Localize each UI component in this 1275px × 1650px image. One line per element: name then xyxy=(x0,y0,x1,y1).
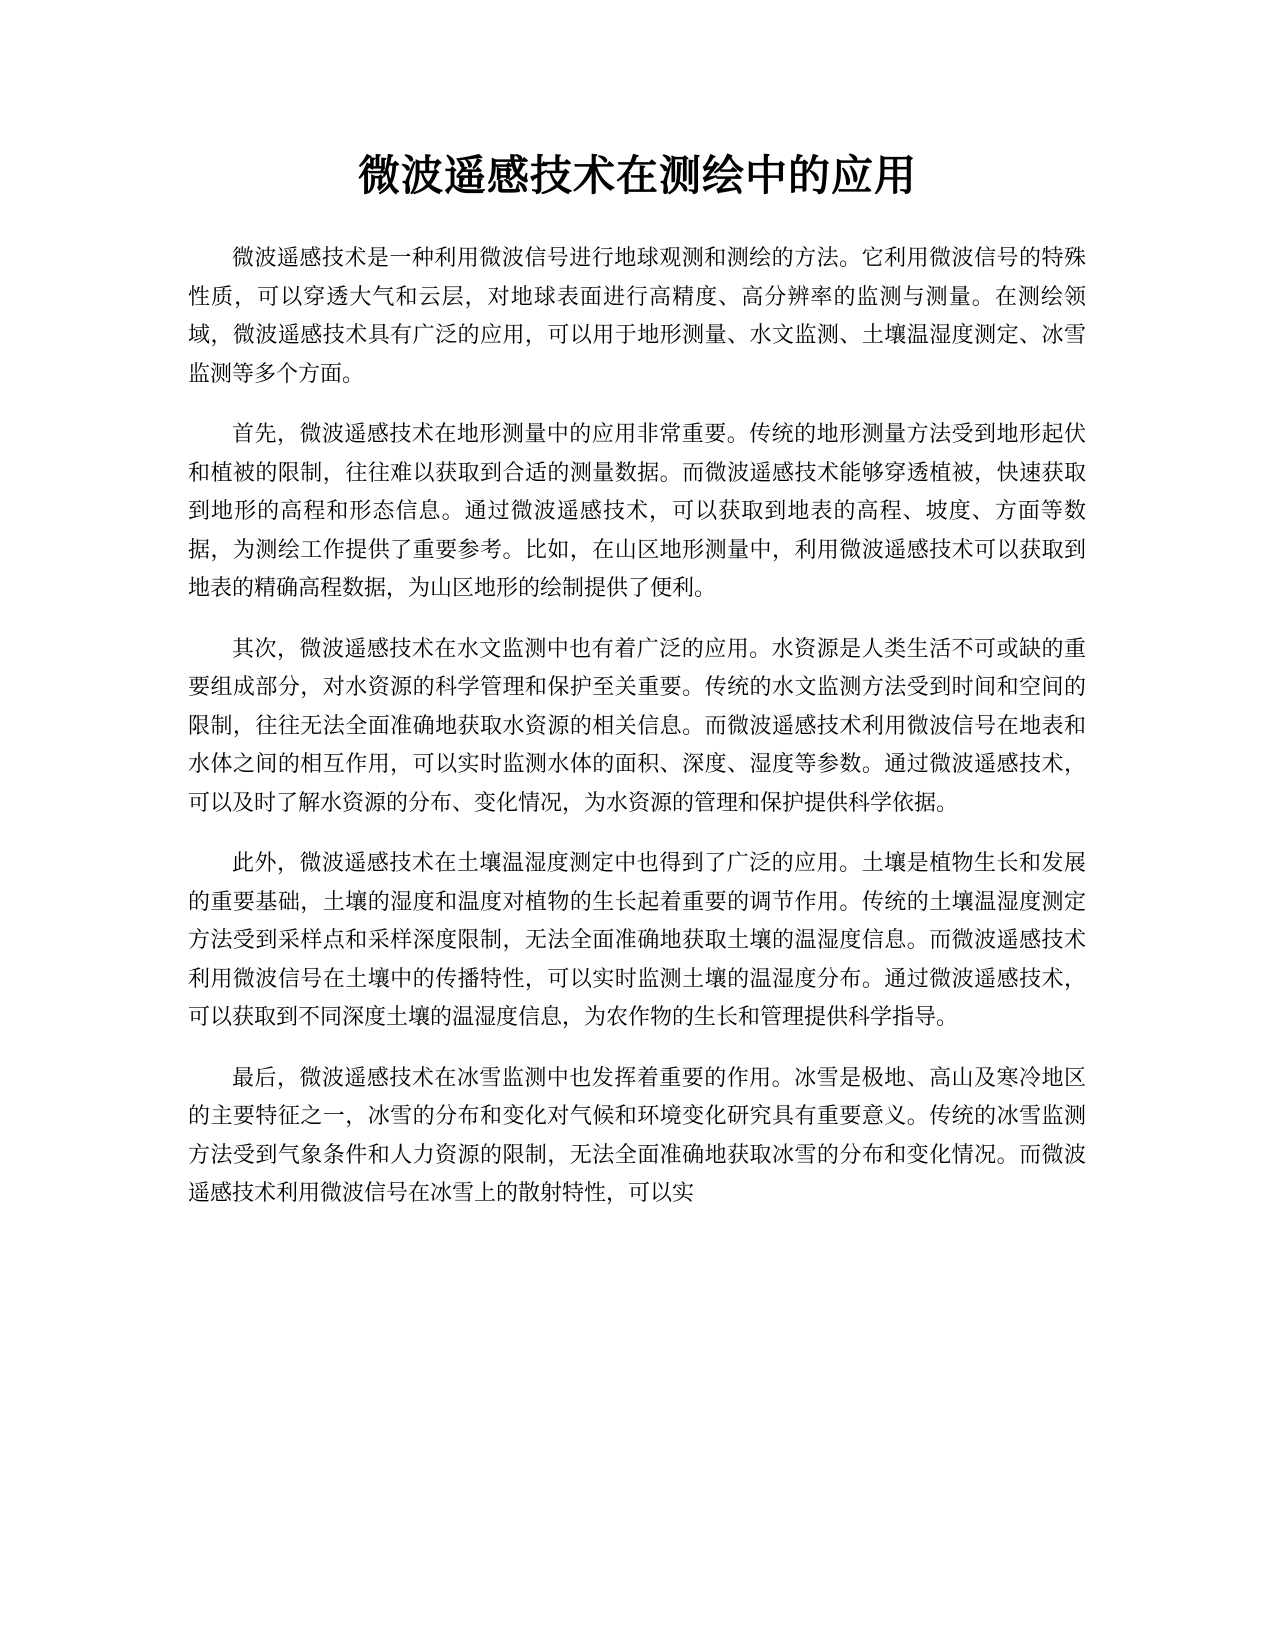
paragraph-soil: 此外，微波遥感技术在土壤温湿度测定中也得到了广泛的应用。土壤是植物生长和发展的重要基础，土壤的湿度和温度对植物的生长起着重要的调节作用。传统的土壤温湿度测定方法受到采样点和采样深度限制，无法全面准确地获取土壤的温湿度信息。而微波遥感技术利用微波信号在土壤中的传播特性，可以实时监测土壤的温湿度分布。通过微波遥感技术，可以获取到不同深度土壤的温湿度信息，为农作物的生长和管理提供科学指导。 xyxy=(188,851,1086,1030)
document-title: 微波遥感技术在测绘中的应用 xyxy=(357,151,917,200)
document-body xyxy=(188,240,1086,1236)
paragraph-ice-snow: 最后，微波遥感技术在冰雪监测中也发挥着重要的作用。冰雪是极地、高山及寒冷地区的主要特征之一，冰雪的分布和变化对气候和环境变化研究具有重要意义。传统的冰雪监测方法受到气象条件和人力资源的限制，无法全面准确地获取冰雪的分布和变化情况。而微波遥感技术利用微波信号在冰雪上的散射特性，可以实 xyxy=(188,1065,1086,1206)
paragraph-terrain: 首先，微波遥感技术在地形测量中的应用非常重要。传统的地形测量方法受到地形起伏和植被的限制，往往难以获取到合适的测量数据。而微波遥感技术能够穿透植被，快速获取到地形的高程和形态信息。通过微波遥感技术，可以获取到地表的高程、坡度、方面等数据，为测绘工作提供了重要参考。比如，在山区地形测量中，利用微波遥感技术可以获取到地表的精确高程数据，为山区地形的绘制提供了便利。 xyxy=(188,422,1086,601)
paragraph-hydrology: 其次，微波遥感技术在水文监测中也有着广泛的应用。水资源是人类生活不可或缺的重要组成部分，对水资源的科学管理和保护至关重要。传统的水文监测方法受到时间和空间的限制，往往无法全面准确地获取水资源的相关信息。而微波遥感技术利用微波信号在地表和水体之间的相互作用，可以实时监测水体的面积、深度、湿度等参数。通过微波遥感技术，可以及时了解水资源的分布、变化情况，为水资源的管理和保护提供科学依据。 xyxy=(188,636,1086,816)
paragraph-intro: 微波遥感技术是一种利用微波信号进行地球观测和测绘的方法。它利用微波信号的特殊性质，可以穿透大气和云层，对地球表面进行高精度、高分辨率的监测与测量。在测绘领域，微波遥感技术具有广泛的应用，可以用于地形测量、水文监测、土壤温湿度测定、冰雪监测等多个方面。 xyxy=(188,246,1086,387)
